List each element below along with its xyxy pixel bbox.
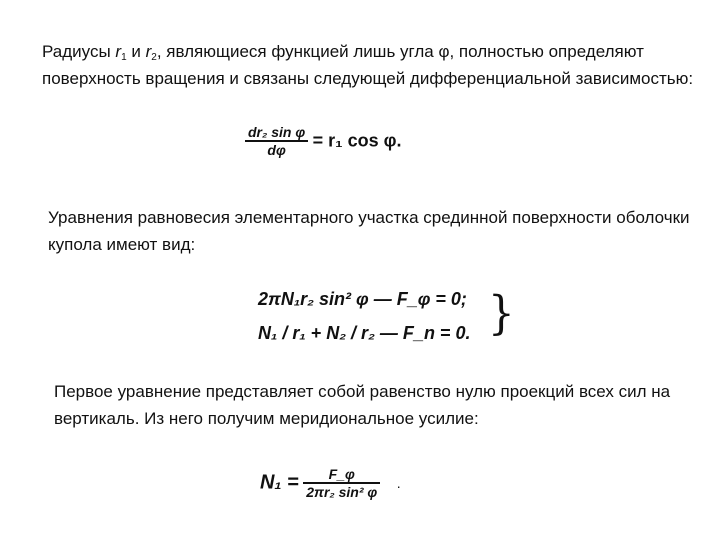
equilibrium-paragraph: Уравнения равновесия элементарного участка срединной поверхности оболочки купола имеют вид: [48, 208, 690, 254]
equation-2: N₁ / r₁ + N₂ / r₂ — F_n = 0. [258, 323, 471, 343]
differential-relation-formula [245, 124, 402, 158]
formula3-denominator: 2πr₂ sin² φ [306, 484, 378, 500]
r1-subscript: 1 [121, 52, 127, 63]
intro-text-rest: , являющиеся функцией лишь угла φ, полностью определяют поверхность вращения и связаны следующей дифференциальной зависимостью: [42, 42, 694, 88]
formula1-fraction [245, 124, 308, 158]
formula3-fraction [303, 466, 380, 500]
formula1-right-side: = r₁ cos φ. [312, 130, 402, 151]
formula1-numerator: dr₂ sin φ [248, 124, 306, 140]
equilibrium-system [258, 282, 470, 350]
system-brace: } [488, 285, 515, 340]
r1-symbol: r [115, 42, 122, 61]
formula3-period: . [396, 475, 401, 491]
projection-paragraph: Первое уравнение представляет собой равенство нулю проекций всех сил на вертикаль. Из него получим меридиональное усилие: [54, 382, 671, 428]
formula3-left-side: N₁ = [260, 471, 299, 494]
intro-text-start: Радиусы [42, 42, 116, 61]
formula1-denominator: dφ [267, 142, 286, 158]
formula3-numerator: F_φ [328, 466, 355, 482]
intro-text-and: и [126, 42, 146, 61]
r2-symbol: r [145, 42, 152, 61]
r2-subscript: 2 [151, 52, 157, 63]
intro-paragraph [42, 38, 712, 92]
equation-1: 2πN₁r₂ sin² φ — F_φ = 0; [258, 289, 467, 309]
meridional-force-formula [260, 466, 401, 500]
